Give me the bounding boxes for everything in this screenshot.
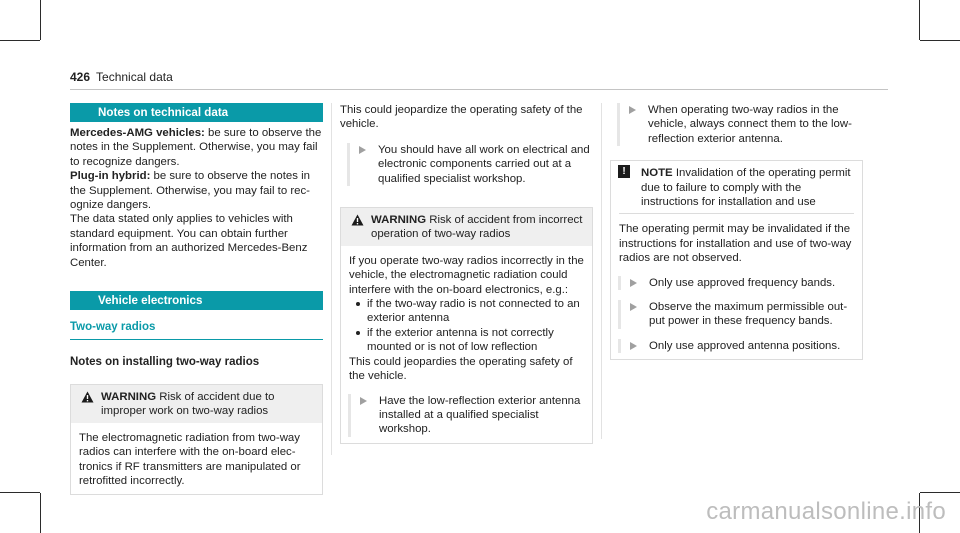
data-paragraph: The data stated only applies to vehicles with standard equipment. You can obtain further information from an authorized Mercedes-Benz Center. — [70, 213, 308, 269]
note-header — [611, 161, 862, 213]
instruction-text: You should have all work on electrical and electronic components carried out at a qualified specialist workshop. — [378, 143, 590, 185]
instruction-step — [618, 339, 854, 353]
amg-text: be sure to observe the notes in the Supplement. Otherwise, you may fail to recognize dangers. — [70, 127, 322, 168]
instruction-arrow-icon — [359, 146, 366, 154]
instruction-step — [617, 103, 863, 146]
instruction-arrow-icon — [629, 106, 636, 114]
two-way-radios-heading: Two-way radios — [70, 320, 323, 340]
crop-mark — [0, 40, 40, 41]
warning-box — [70, 384, 323, 495]
crop-mark — [40, 0, 41, 40]
bullet-icon — [356, 302, 360, 306]
instruction-arrow-icon — [630, 279, 637, 287]
page-header — [70, 70, 173, 84]
warning-box — [340, 207, 593, 444]
warning-triangle-icon — [351, 214, 364, 226]
instruction-text: Observe the maximum permissible output power in these frequency bands. — [649, 301, 848, 328]
note-box — [610, 160, 863, 360]
column-divider — [331, 103, 332, 455]
instruction-step — [347, 143, 593, 186]
warning-body-text: If you operate two-way radios incorrectly in the vehicle, the electromagnetic radiation could interfere with the on-board electronics, e.g.: — [349, 254, 584, 296]
instruction-step — [618, 276, 854, 290]
watermark: carmanualsonline.info — [706, 498, 946, 525]
header-divider — [70, 89, 888, 90]
note-body — [611, 214, 862, 359]
crop-mark — [920, 492, 960, 493]
instruction-text: Have the low-reflection exterior antenna installed at a qualified specialist workshop. — [379, 394, 581, 436]
warning-body — [341, 246, 592, 443]
installing-heading: Notes on installing two-way radios — [70, 356, 260, 369]
note-label: NOTE — [641, 167, 673, 180]
warning-triangle-icon — [81, 391, 94, 403]
jeopardies-paragraph: This could jeopardies the operating safety of the vehicle. — [349, 355, 573, 383]
instruction-text: When operating two-way radios in the vehicle, always connect them to the low-reflection exterior antenna. — [648, 104, 852, 145]
instruction-arrow-icon — [360, 397, 367, 405]
section-title: Technical data — [96, 70, 173, 84]
hybrid-label: Plug-in hybrid: — [70, 170, 151, 183]
warning-text: Risk of accident from incorrect operation of two-way radios — [371, 214, 583, 241]
bullet-icon — [356, 331, 360, 335]
warning-header — [71, 385, 322, 423]
amg-label: Mercedes-AMG vehicles: — [70, 127, 205, 139]
instruction-arrow-icon — [630, 342, 637, 350]
vehicle-electronics-heading: Vehicle electronics — [70, 291, 323, 310]
instruction-text: Only use approved antenna positions. — [649, 339, 841, 352]
warning-body: The electromagnetic radiation from two-way radios can interfere with the on-board electronics if RF transmitters are manipulated or retrofitted incorrectly. — [79, 431, 301, 487]
warning-header — [341, 208, 592, 246]
crop-mark — [919, 0, 920, 40]
note-text: Invalidation of the operating permit due to failure to comply with the instructions for installation and use — [641, 167, 851, 209]
crop-mark — [40, 493, 41, 533]
list-item — [349, 326, 584, 355]
page-number: 426 — [70, 70, 91, 84]
instruction-text: Only use approved frequency bands. — [649, 276, 836, 289]
list-item-text: if the two-way radio is not connected to an exterior antenna — [367, 298, 580, 325]
hybrid-text: be sure to observe the notes in the Supplement. Otherwise, you may fail to recognize dangers. — [70, 170, 310, 212]
list-item-text: if the exterior antenna is not correctly mounted or is not of low reflection — [367, 326, 554, 354]
column-divider — [601, 103, 602, 439]
warning-label: WARNING — [371, 214, 427, 227]
notes-technical-data-heading: Notes on technical data — [70, 103, 323, 122]
hybrid-paragraph — [70, 169, 323, 212]
amg-paragraph — [70, 126, 323, 169]
column-1 — [70, 103, 323, 495]
warning-label: WARNING — [101, 390, 157, 403]
column-3 — [610, 103, 863, 360]
crop-mark — [920, 40, 960, 41]
instruction-step — [348, 394, 584, 437]
column-2 — [340, 103, 593, 444]
list-item — [349, 297, 584, 326]
instruction-step — [618, 300, 854, 329]
crop-mark — [0, 492, 40, 493]
note-icon: ! — [618, 165, 630, 178]
instruction-arrow-icon — [630, 303, 637, 311]
note-body-text: The operating permit may be invalidated if the instructions for installation and use of two-way radios are not observed. — [619, 223, 852, 265]
jeopardize-paragraph: This could jeopardize the operating safety of the vehicle. — [340, 104, 583, 131]
warning-text: Risk of accident due to improper work on two-way radios — [101, 390, 275, 418]
